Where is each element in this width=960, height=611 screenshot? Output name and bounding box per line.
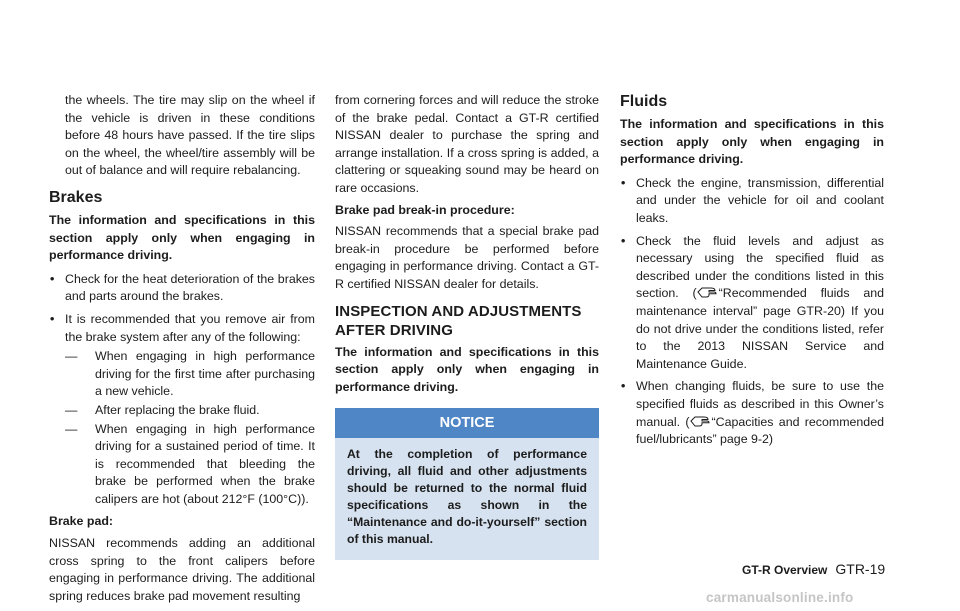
reference-pointer-icon	[690, 415, 712, 427]
fluids-bullet-list	[620, 175, 884, 449]
dash-marker: —	[65, 402, 78, 417]
bullet-marker: •	[50, 271, 55, 286]
brakes-note: The information and specifications in this section apply only when engaging in performance driving.	[49, 212, 315, 263]
dash-marker: —	[65, 421, 78, 436]
list-item: • It is recommended that you remove air from the brake system after any of the following: — When engaging in high performance driving for the first time after purchasing a new vehicle. — After replacing the brake fluid. — When engaging in high performance driving for a sustained period of time. It is recommended that bleeding the brake be performed when the brake calipers are hot (about 212°F (100°C)).	[49, 311, 315, 509]
page-footer	[742, 561, 885, 577]
notice-title: NOTICE	[335, 408, 599, 438]
sub-list-item: — When engaging in high performance driving for the first time after purchasing a new vehicle.	[65, 349, 315, 399]
brake-pad-heading: Brake pad:	[49, 514, 114, 529]
breakin-heading: Brake pad break-in procedure:	[335, 202, 515, 217]
bullet-marker: •	[50, 311, 55, 326]
list-item: • Check for the heat deterioration of the brakes and parts around the brakes.	[50, 271, 315, 304]
column-middle	[335, 92, 599, 570]
dash-marker: —	[65, 349, 78, 364]
list-item: • Check the fluid levels and adjust as necessary using the specified fluid as described under the conditions listed in this section. ( “Recommended fluids and maintenance interval” page GTR-20) If you do not drive under the conditions listed, refer to the 2013 NISSAN Service and Maintenance Guide.	[621, 233, 884, 371]
page-number: GTR-19	[835, 561, 886, 577]
reference-pointer-icon	[697, 286, 719, 298]
sub-list-item: — When engaging in high performance driving for a sustained period of time. It is recommended that bleeding the brake be performed when the brake calipers are hot (about 212°F (100°C)).	[65, 421, 315, 506]
fluids-heading: Fluids	[620, 93, 668, 110]
brake-pad-paragraph: NISSAN recommends adding an additional cross spring to the front calipers before engaging in performance driving. The additional spring reduces brake pad movement resulting	[49, 536, 315, 603]
sub-list	[65, 348, 315, 508]
brakes-bullet-list	[49, 271, 315, 509]
list-item: • When changing fluids, be sure to use the specified fluids as described in this Owner’s manual. ( “Capacities and recommended fuel/lubricants” page 9-2)	[621, 379, 884, 447]
fluids-note: The information and specifications in this section apply only when engaging in performance driving.	[620, 117, 884, 167]
bullet-marker: •	[621, 379, 626, 394]
brakes-heading: Brakes	[49, 188, 103, 206]
notice-body: At the completion of performance driving, all fluid and other adjustments should be returned to the normal fluid specifications as shown in the “Maintenance and do-it-yourself” section of this manual.	[347, 447, 587, 547]
sub-list-item: — After replacing the brake fluid.	[65, 402, 315, 420]
column-left	[49, 92, 315, 609]
section-name: GT-R Overview	[742, 563, 828, 577]
breakin-paragraph: NISSAN recommends that a special brake pad break-in procedure be performed before engaging in performance driving. Contact a GT-R certified NISSAN dealer for details.	[335, 224, 599, 291]
inspection-note: The information and specifications in this section apply only when engaging in performance driving.	[335, 344, 599, 394]
bullet-marker: •	[621, 175, 626, 190]
column-right	[620, 92, 884, 454]
bullet-marker: •	[621, 233, 626, 248]
notice-box	[335, 408, 599, 560]
inspection-heading: INSPECTION AND ADJUSTMENTS AFTER DRIVING	[335, 302, 582, 339]
watermark: carmanualsonline.info	[706, 590, 854, 605]
continued-paragraph: from cornering forces and will reduce the stroke of the brake pedal. Contact a GT-R certified NISSAN dealer to purchase the spring and arrange installation. If a cross spring is added, a clattering or squeaking sound may be heard on rare occasions.	[335, 93, 599, 195]
intro-paragraph: the wheels. The tire may slip on the wheel if the vehicle is driven in these conditions before 48 hours have passed. If the tire slips on the wheel, the wheel/tire assembly will be out of balance and will require rebalancing.	[65, 93, 315, 178]
list-item: • Check the engine, transmission, differential and under the vehicle for oil and coolant leaks.	[621, 175, 884, 225]
